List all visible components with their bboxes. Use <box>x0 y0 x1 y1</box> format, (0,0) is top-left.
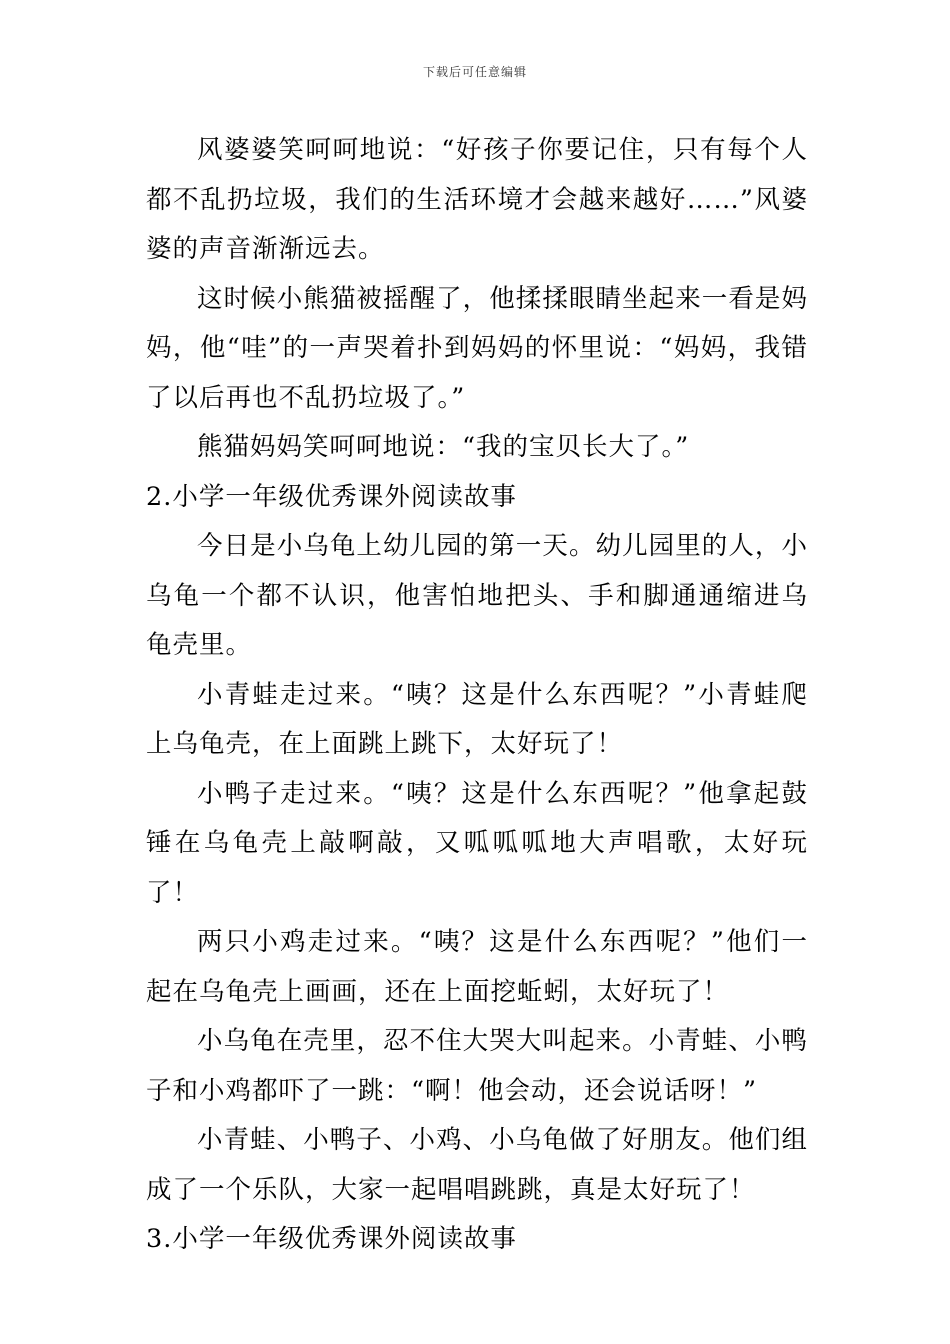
section-heading: 3.小学一年级优秀课外阅读故事 <box>146 1224 517 1254</box>
paragraph: 小鸭子走过来。“咦？这是什么东西呢？”他拿起鼓锤在乌龟壳上敲啊敲，又呱呱呱地大声唱歌，太好玩了！ <box>146 778 808 908</box>
paragraph: 这时候小熊猫被摇醒了，他揉揉眼睛坐起来一看是妈妈，他“哇”的一声哭着扑到妈妈的怀里说：“妈妈，我错了以后再也不乱扔垃圾了。” <box>146 283 808 413</box>
paragraph: 熊猫妈妈笑呵呵地说：“我的宝贝长大了。” <box>197 432 690 462</box>
paragraph: 两只小鸡走过来。“咦？这是什么东西呢？”他们一起在乌龟壳上画画，还在上面挖蚯蚓，太好玩了！ <box>146 927 808 1007</box>
paragraph: 今日是小乌龟上幼儿园的第一天。幼儿园里的人，小乌龟一个都不认识，他害怕地把头、手和脚通通缩进乌龟壳里。 <box>146 531 808 660</box>
page-header: 下载后可任意编辑 <box>422 65 527 79</box>
document-body <box>146 126 808 1265</box>
paragraph: 风婆婆笑呵呵地说：“好孩子你要记住，只有每个人都不乱扔垃圾，我们的生活环境才会越来越好……”风婆婆的声音渐渐远去。 <box>146 135 808 264</box>
section-heading: 2.小学一年级优秀课外阅读故事 <box>146 481 517 512</box>
paragraph: 小青蛙、小鸭子、小鸡、小乌龟做了好朋友。他们组成了一个乐队，大家一起唱唱跳跳，真是太好玩了！ <box>146 1125 808 1205</box>
paragraph: 小青蛙走过来。“咦？这是什么东西呢？”小青蛙爬上乌龟壳，在上面跳上跳下，太好玩了！ <box>146 679 808 759</box>
paragraph: 小乌龟在壳里，忍不住大哭大叫起来。小青蛙、小鸭子和小鸡都吓了一跳：“啊！他会动，还会说话呀！” <box>146 1026 808 1106</box>
